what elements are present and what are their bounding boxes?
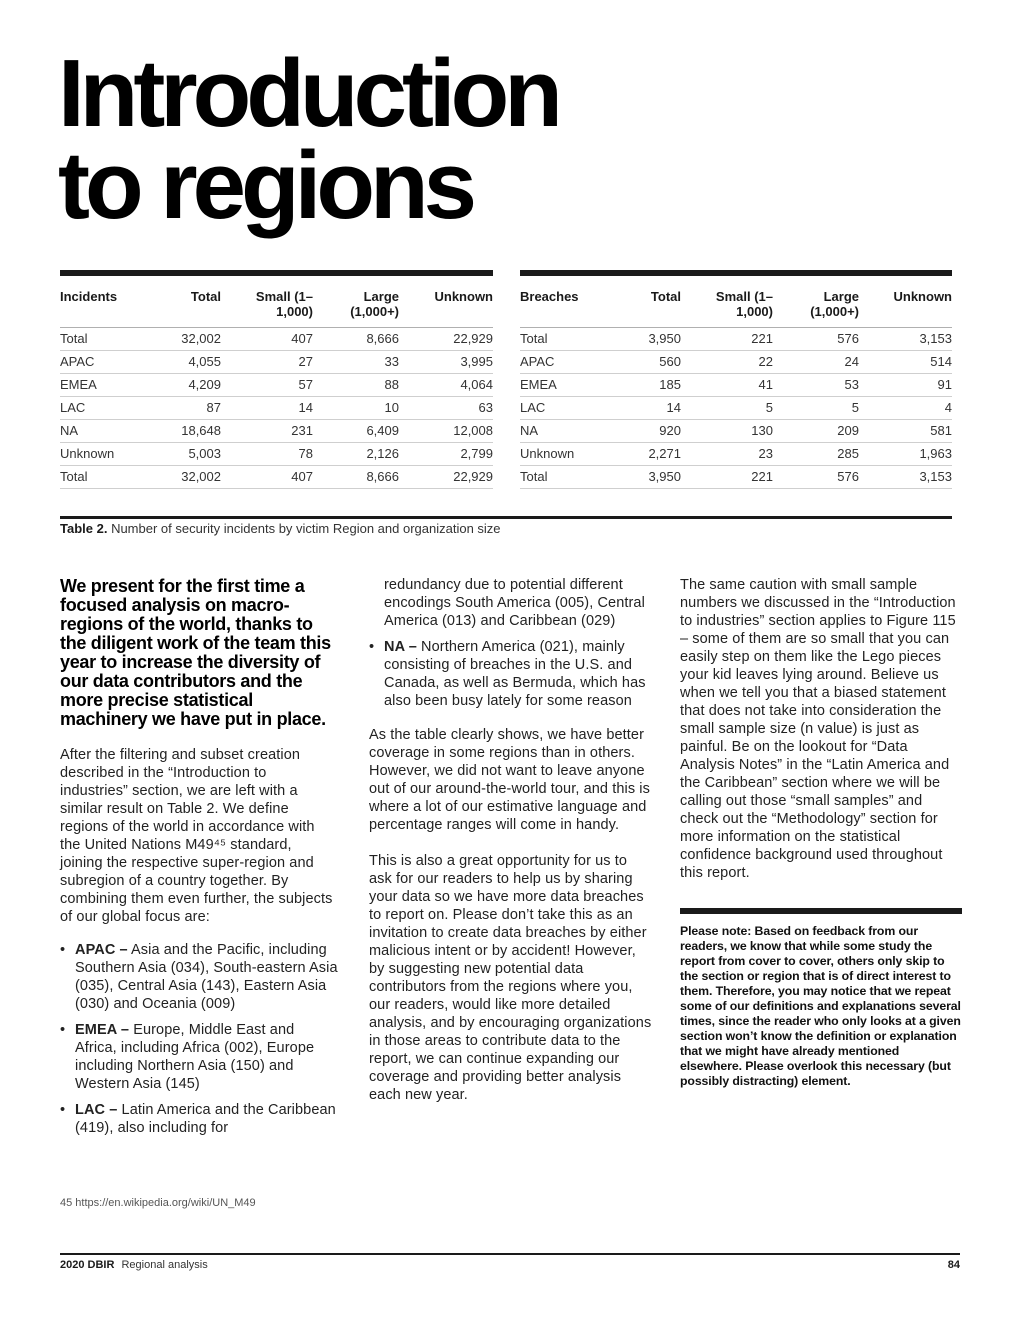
lead-paragraph: We present for the first time a focused analysis on macro-regions of the world, thanks to the diligent work of the team this year to increase the diversity of our data contributors and the more precise statistical machinery we have put in place. [60, 576, 331, 729]
body-paragraph: This is also a great opportunity for us to ask for our readers to help us by sharing your data so we have more data breaches to report on. Please don’t take this as an invitation to create data breaches by either malicious intent or by accident! However, by suggesting new potential data contributors from the regions where you, our readers, would like more detailed analysis, and by encouraging organizations in those areas to contribute data to the report, we can continue expanding our coverage and providing better analysis each new year. [369, 853, 652, 1103]
incidents-col-large: Large (1,000+) [313, 273, 399, 328]
table-cell: 41 [681, 374, 773, 397]
table-cell: LAC [60, 397, 155, 420]
table-cell: Total [60, 466, 155, 489]
region-term: NA – [384, 639, 417, 655]
table-cell: 3,995 [399, 351, 493, 374]
note-callout: Please note: Based on feedback from our readers, we know that while some study the report from cover to cover, others only skip to the section or region that is of direct interest to them. Therefore, you may notice that we repeat some of our definitions and explanations several times, since the reader who only looks at a given section won’t know the definition or explanation that we might have already mentioned elsewhere. Please overlook this necessary (but possibly distracting) element. [680, 924, 961, 1088]
table-cell: 63 [399, 397, 493, 420]
region-text: Northern America (021), mainly consisting of breaches in the U.S. and Canada, as well as Bermuda, which has also been busy lately for some reason [384, 639, 646, 709]
table-cell: 2,799 [399, 443, 493, 466]
region-list [60, 941, 338, 1137]
footer-divider [60, 1253, 960, 1255]
table-cell: 22,929 [399, 328, 493, 351]
page-title [58, 40, 758, 239]
column-3 [680, 576, 962, 1089]
table-cell: Total [60, 328, 155, 351]
table-cell: 920 [615, 420, 681, 443]
footnote: 45 https://en.wikipedia.org/wiki/UN_M49 [60, 1197, 256, 1209]
list-item-lac [60, 1101, 338, 1137]
table-cell: 231 [221, 420, 313, 443]
page-footer [60, 1259, 960, 1271]
note-divider [680, 908, 962, 914]
table-cell: 407 [221, 466, 313, 489]
table-cell: 407 [221, 328, 313, 351]
table-cell: 2,126 [313, 443, 399, 466]
table-cell: Total [520, 328, 615, 351]
table-row [60, 374, 493, 397]
breaches-header-row [520, 273, 952, 328]
table-row [520, 397, 952, 420]
table-cell: APAC [60, 351, 155, 374]
table-cell: 12,008 [399, 420, 493, 443]
table-cell: 2,271 [615, 443, 681, 466]
table-cell: 3,153 [859, 328, 952, 351]
table-cell: 24 [773, 351, 859, 374]
table-cell: 8,666 [313, 328, 399, 351]
table-cell: 10 [313, 397, 399, 420]
table-cell: 221 [681, 466, 773, 489]
table-caption [60, 521, 501, 536]
breaches-col-small: Small (1–1,000) [681, 273, 773, 328]
table-cell: 560 [615, 351, 681, 374]
region-list-continued [369, 638, 654, 710]
table-cell: Unknown [520, 443, 615, 466]
table-cell: 14 [221, 397, 313, 420]
table-row [520, 420, 952, 443]
table-cell: 3,950 [615, 466, 681, 489]
table-cell: 57 [221, 374, 313, 397]
breaches-col-label: Breaches [520, 273, 615, 328]
region-term: APAC – [75, 942, 128, 958]
title-line-1: Introduction [58, 40, 558, 147]
region-term: EMEA – [75, 1022, 130, 1038]
table-cell: 581 [859, 420, 952, 443]
table-cell: NA [60, 420, 155, 443]
table-cell: EMEA [520, 374, 615, 397]
footer-section: Regional analysis [121, 1259, 208, 1271]
table-cell: 185 [615, 374, 681, 397]
table-row [520, 374, 952, 397]
breaches-table [520, 270, 952, 489]
table-cell: 5 [773, 397, 859, 420]
table-cell: 5,003 [155, 443, 221, 466]
table-row [60, 351, 493, 374]
table-cell: 33 [313, 351, 399, 374]
table-cell: 6,409 [313, 420, 399, 443]
title-line-2: to regions [58, 132, 473, 239]
table-cell: 32,002 [155, 328, 221, 351]
table-cell: 53 [773, 374, 859, 397]
table-cell: NA [520, 420, 615, 443]
incidents-header-row [60, 273, 493, 328]
table-cell: 221 [681, 328, 773, 351]
incidents-col-label: Incidents [60, 273, 155, 328]
table-cell: 130 [681, 420, 773, 443]
incidents-col-unknown: Unknown [399, 273, 493, 328]
table-cell: 14 [615, 397, 681, 420]
table-row [60, 420, 493, 443]
table-cell: 22 [681, 351, 773, 374]
table-cell: 22,929 [399, 466, 493, 489]
table-cell: 18,648 [155, 420, 221, 443]
table-cell: LAC [520, 397, 615, 420]
table-cell: 5 [681, 397, 773, 420]
incidents-col-total: Total [155, 273, 221, 328]
body-paragraph: After the filtering and subset creation described in the “Introduction to industries” section, we are left with a similar result on Table 2. We define regions of the world in accordance with the United Nations M49⁴⁵ standard, joining the respective super-region and subregion of a country together. By combining them even further, the subjects of our global focus are: [60, 747, 333, 925]
table-cell: 4,055 [155, 351, 221, 374]
table-cell: 514 [859, 351, 952, 374]
column-2 [369, 576, 654, 1119]
list-item-na [369, 638, 654, 710]
table-cell: Unknown [60, 443, 155, 466]
table-cell: 78 [221, 443, 313, 466]
table-cell: Total [520, 466, 615, 489]
table-cell: 4 [859, 397, 952, 420]
table-cell: 88 [313, 374, 399, 397]
caption-divider [60, 516, 952, 519]
table-cell: 27 [221, 351, 313, 374]
page-number: 84 [947, 1259, 960, 1271]
table-cell: 209 [773, 420, 859, 443]
caption-text: Number of security incidents by victim Region and organization size [107, 521, 501, 536]
body-paragraph: As the table clearly shows, we have better coverage in some regions than in others. However, we did not want to leave anyone out of our around-the-world tour, and this is where a lot of our estimative language and percentage ranges will come in handy. [369, 727, 650, 833]
table-cell: 4,064 [399, 374, 493, 397]
column-1 [60, 576, 338, 1145]
table-row [60, 443, 493, 466]
table-row [60, 397, 493, 420]
table-row [60, 328, 493, 351]
incidents-col-small: Small (1–1,000) [221, 273, 313, 328]
table-row [520, 466, 952, 489]
body-paragraph: The same caution with small sample numbers we discussed in the “Introduction to industries” section applies to Figure 115 – some of them are so small that you can easily step on them like the Lego pieces your kid leaves lying around. Believe us when we tell you that a biased statement that does not take into consideration the small sample size (n value) is just as painful. Be on the lookout for “Data Analysis Notes” in the “Latin America and the Caribbean” section where we will be calling out those “small samples” and check out the “Methodology” section for more information on the statistical confidence background used throughout this report. [680, 577, 956, 881]
table-cell: EMEA [60, 374, 155, 397]
table-cell: 285 [773, 443, 859, 466]
region-text: Europe, Middle East and Africa, including Africa (002), Europe including Northern Asia (150) and Western Asia (145) [75, 1022, 315, 1092]
table-cell: 87 [155, 397, 221, 420]
caption-label: Table 2. [60, 521, 108, 536]
incidents-table [60, 270, 493, 489]
table-cell: APAC [520, 351, 615, 374]
breaches-col-large: Large (1,000+) [773, 273, 859, 328]
table-cell: 1,963 [859, 443, 952, 466]
region-term: LAC – [75, 1102, 118, 1118]
table-cell: 3,153 [859, 466, 952, 489]
region-text: Latin America and the Caribbean (419), also including for [75, 1102, 336, 1136]
table-cell: 23 [681, 443, 773, 466]
region-text: Asia and the Pacific, including Southern Asia (034), South-eastern Asia (035), Central Asia (143), Eastern Asia (030) and Oceania (009) [75, 942, 338, 1012]
table-row [520, 328, 952, 351]
table-cell: 576 [773, 328, 859, 351]
table-cell: 8,666 [313, 466, 399, 489]
table-cell: 4,209 [155, 374, 221, 397]
table-cell: 91 [859, 374, 952, 397]
table-row [520, 351, 952, 374]
table-cell: 3,950 [615, 328, 681, 351]
breaches-col-total: Total [615, 273, 681, 328]
table-cell: 576 [773, 466, 859, 489]
list-item-emea [60, 1021, 338, 1093]
list-item-apac [60, 941, 338, 1013]
breaches-col-unknown: Unknown [859, 273, 952, 328]
table-row [60, 466, 493, 489]
table-cell: 32,002 [155, 466, 221, 489]
footer-brand: 2020 DBIR [60, 1259, 115, 1271]
list-continuation: redundancy due to potential different encodings South America (005), Central America (013) and Caribbean (029) [384, 577, 645, 629]
table-row [520, 443, 952, 466]
